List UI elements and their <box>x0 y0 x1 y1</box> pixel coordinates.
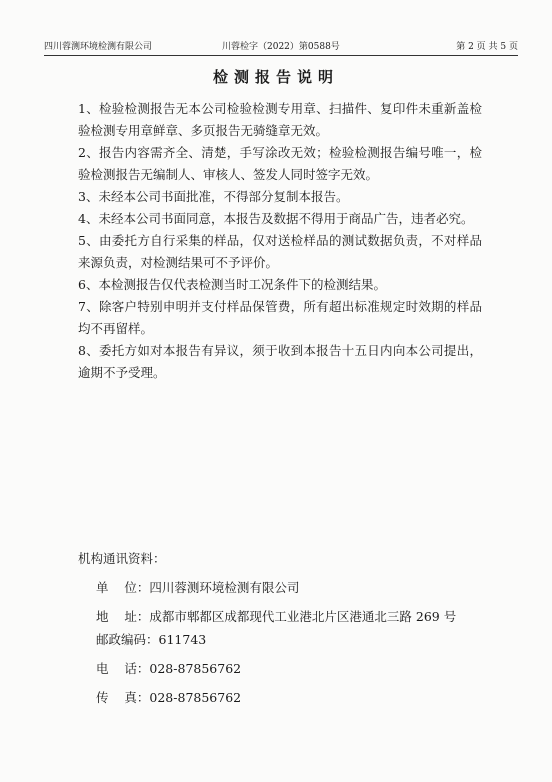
postcode-label: 邮政编码： <box>96 632 159 647</box>
fax-value: 028-87856762 <box>149 690 242 705</box>
header-page-number: 第 2 页 共 5 页 <box>456 42 518 52</box>
phone-label: 电 话： <box>96 661 150 676</box>
header-company: 四川蓉测环境检测有限公司 <box>44 42 153 52</box>
report-notes-list <box>78 98 482 384</box>
note-item: 8、委托方如对本报告有异议，须于收到本报告十五日内向本公司提出，逾期不予受理。 <box>78 343 482 380</box>
note-item: 2、报告内容需齐全、清楚，手写涂改无效；检验检测报告编号唯一，检验检测报告无编制人、审核人、签发人同时签字无效。 <box>78 145 482 182</box>
contact-info <box>78 544 498 712</box>
contact-fax <box>78 683 498 712</box>
note-item: 5、由委托方自行采集的样品，仅对送检样品的测试数据负责，不对样品来源负责，对检测结果可不予评价。 <box>78 233 482 270</box>
header-report-number: 川蓉检字（2022）第0588号 <box>222 42 340 52</box>
postcode-value: 611743 <box>158 632 207 647</box>
note-item: 3、未经本公司书面批准，不得部分复制本报告。 <box>78 189 349 204</box>
unit-label: 单 位： <box>96 580 150 595</box>
unit-value: 四川蓉测环境检测有限公司 <box>149 580 300 595</box>
contact-heading: 机构通讯资料： <box>78 551 166 566</box>
address-label: 地 址： <box>96 609 150 624</box>
page-header <box>44 40 518 54</box>
contact-phone <box>78 654 498 683</box>
address-value: 成都市郫都区成都现代工业港北片区港通北三路 269 号 <box>149 609 457 624</box>
header-divider <box>44 55 518 56</box>
note-item: 4、未经本公司书面同意，本报告及数据不得用于商品广告，违者必究。 <box>78 211 474 226</box>
fax-label: 传 真： <box>96 690 150 705</box>
note-item: 6、本检测报告仅代表检测当时工况条件下的检测结果。 <box>78 277 386 292</box>
phone-value: 028-87856762 <box>149 661 242 676</box>
page-title: 检测报告说明 <box>212 68 339 86</box>
note-item: 1、检验检测报告无本公司检验检测专用章、扫描件、复印件未重新盖检验检测专用章鲜章、多页报告无骑缝章无效。 <box>78 101 482 138</box>
contact-unit <box>78 573 498 602</box>
note-item: 7、除客户特别申明并支付样品保管费，所有超出标准规定时效期的样品均不再留样。 <box>78 299 482 336</box>
